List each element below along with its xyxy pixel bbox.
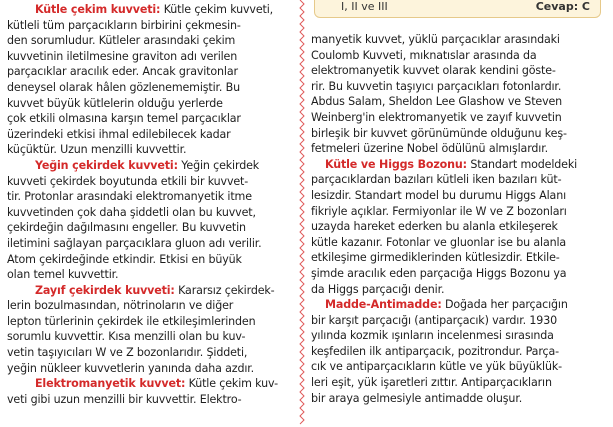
paragraph-line: parçacıklar aracılık eder. Ancak gravitonlar [7,65,238,79]
left-column [7,0,292,407]
paragraph-line: keşfedilen ilk antiparçacık, pozitrondur. Parça- [311,344,559,358]
paragraph-line: sorumlu kuvvettir. Kısa menzilli olan bu kuv- [7,330,246,344]
paragraph-line: yılında kozmik ışınların incelenmesi sırasında [311,329,554,343]
paragraph-line: kuvvet büyük kütlelerin olduğu yerlerde [7,96,223,110]
paragraph-line: deneysel olarak hâlen gözlenememiştir. Bu [7,80,241,94]
paragraph-line: çekirdeğin dağılmasını engeller. Bu kuvvetin [7,221,246,235]
paragraph-line: şimde aracılık eden parçacığa Higgs Bozonu ya [311,266,567,280]
column-divider [299,0,305,427]
paragraph-line: fetmeleri üzerine Nobel ödülünü almışlardır. [311,142,549,156]
paragraph-line: lerin bozulmasından, nötrinoların ve diğer [7,299,234,313]
paragraph-line: den sorumludur. Kütleler arasındaki çekim [7,34,236,48]
answer-label: Cevap: C [535,0,590,13]
paragraph-line: da Higgs parçacığı denir. [311,282,445,296]
paragraph-line: fikriyle açıklar. Fermiyonlar ile W ve Z bozonları [311,204,567,218]
paragraph-line: Coulomb Kuvveti, mıknatıslar arasında da [311,48,537,62]
paragraph-line: leri eşit, yük işaretleri zıttır. Antiparçacıkların [311,376,552,390]
paragraph-line: olan temel kuvvettir. [7,268,119,282]
paragraph-line: elektromanyetik kuvvet olarak kendini göste- [311,64,556,78]
paragraph-line: etkileşime girmediklerinden kütlesizdir. Etkile- [311,251,560,265]
term-electromagnetic: Elektromanyetik kuvvet: [35,377,186,391]
paragraph-line: vetin taşıyıcıları W ve Z bozonlarıdır. Şiddeti, [7,346,248,360]
paragraph-line: Elektromanyetik kuvvet: Kütle çekim kuv- [35,377,278,391]
paragraph-line: cık ve antiparçacıkların kütle ve yük büyüklük- [311,360,562,374]
paragraph-line: kütle kazanır. Fotonlar ve gluonlar ise bu alanla [311,235,567,249]
paragraph-line: çok etkili olmasına karşın temel parçacıklar [7,112,241,126]
paragraph-line: Atom çekirdeğinde etkindir. Etkisi en büyük [7,252,242,266]
paragraph-line: küçüktür. Uzun menzilli kuvvettir. [7,143,187,157]
paragraph-line: Madde-Antimadde: Doğada her parçacığın [325,298,568,312]
paragraph-line: kuvvetinden çok daha şiddetli olan bu kuvvet, [7,205,256,219]
paragraph-line: manyetik kuvvet, yüklü parçacıklar arasındaki [311,33,560,46]
answer-choices-text: I, II ve III [341,0,388,13]
paragraph-line: yeğin nükleer kuvvetlerin yanında daha azdır. [7,361,255,375]
paragraph-line: lepton türlerinin çekirdek ile etkileşimlerinden [7,314,256,328]
paragraph-line: rir. Bu kuvvetin taşıyıcı parçacıkları fotonlardır. [311,79,562,93]
paragraph-line: Zayıf çekirdek kuvveti: Kararsız çekirdek- [35,283,275,297]
term-higgs: Kütle ve Higgs Bozonu: [325,157,467,171]
right-column [311,0,603,406]
term-weak-force: Zayıf çekirdek kuvveti: [35,283,175,297]
paragraph-line: bir karşıt parçacığı (antiparçacık) vardır. 1930 [311,313,558,327]
paragraph-line: veti gibi uzun menzilli bir kuvvettir. Elektro- [7,392,242,406]
term-gravity: Kütle çekim kuvveti: [35,3,161,16]
term-matter-antimatter: Madde-Antimadde: [325,298,442,312]
paragraph-line: Abdus Salam, Sheldon Lee Glashow ve Steven [311,95,563,109]
paragraph-line: lesizdir. Standart model bu durumu Higgs Alanı [311,188,567,202]
paragraph-line: tir. Protonlar arasındaki elektromanyetik itme [7,190,252,204]
paragraph-line: bir araya gelmesiyle antimadde oluşur. [311,391,523,405]
paragraph-line: kuvveti çekirdek boyutunda etkili bir kuvvet- [7,174,249,188]
paragraph-line: kuvvetinin iletilmesine graviton adı verilen [7,49,238,63]
paragraph-line: Yeğin çekirdek kuvveti: Yeğin çekirdek [35,158,260,172]
paragraph-line: Kütle çekim kuvveti: Kütle çekim kuvveti, [35,3,274,16]
paragraph-line: birleşik bir kuvvet görünümünde olduğunu keş- [311,126,567,140]
paragraph-line: iletimini sağlayan parçacıklara gluon adı verilir. [7,236,262,250]
paragraph-line: parçacıklardan bazıları kütleli iken bazıları küt- [311,173,562,187]
paragraph-line: Kütle ve Higgs Bozonu: Standart modeldeki [325,157,578,171]
paragraph-line: üzerindeki etkisi ihmal edilebilecek kadar [7,127,231,141]
term-strong-force: Yeğin çekirdek kuvveti: [35,158,178,172]
paragraph-line: uzayda hareket ederken bu alanla etkileşerek [311,220,558,234]
paragraph-line: kütleli tüm parçacıkların birbirini çekmesin- [7,18,241,32]
paragraph-line: Weinberg'in elektromanyetik ve zayıf kuvvetin [311,110,562,124]
